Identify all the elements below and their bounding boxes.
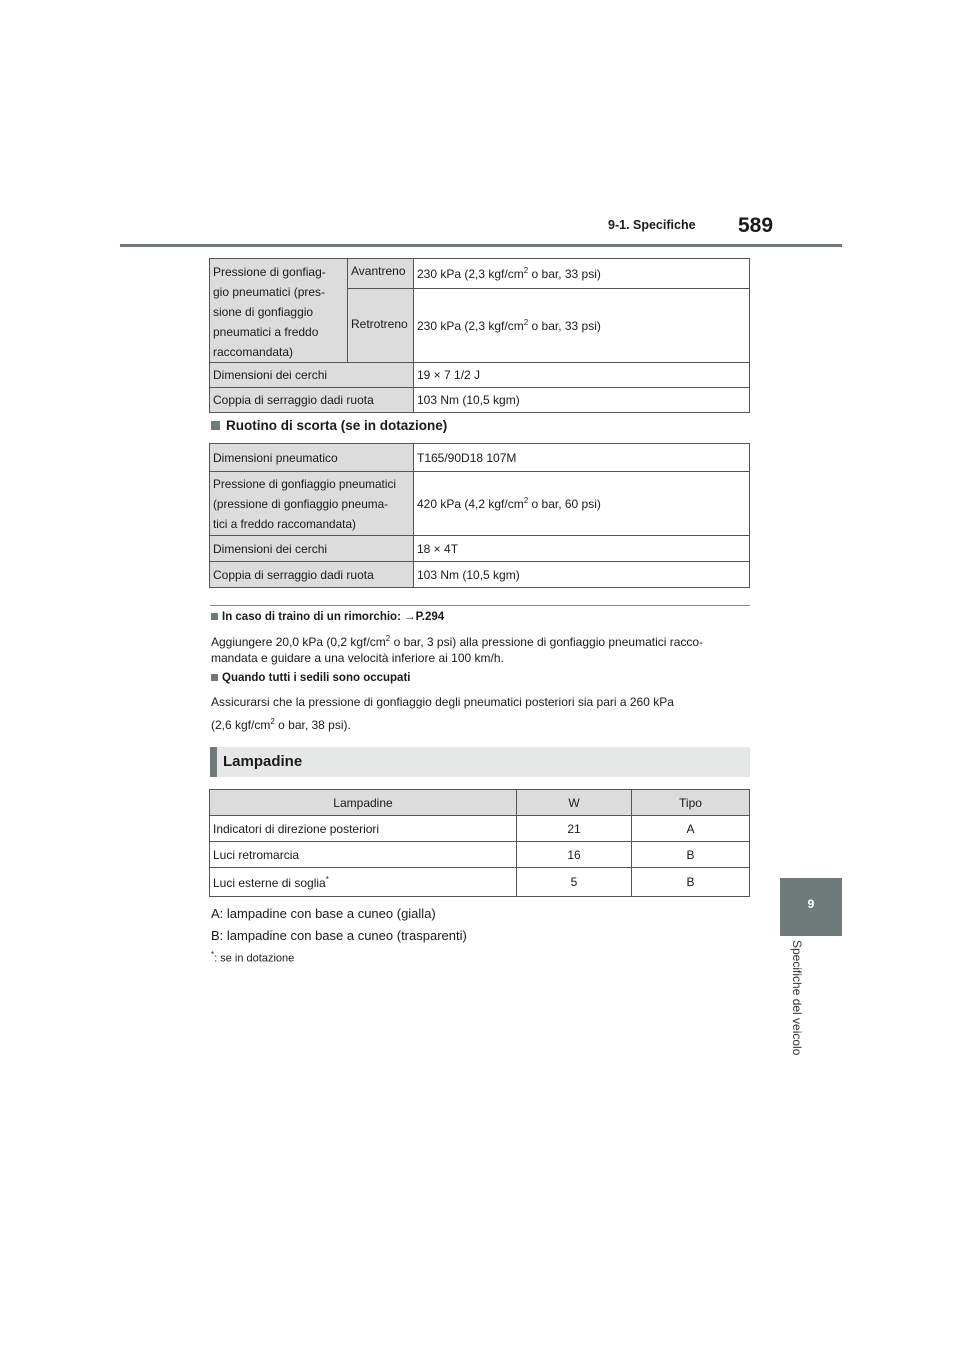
bulbs-table [209,789,750,897]
tire-spec-table [209,258,750,413]
pressure-label-line: Pressione di gonfiag- [213,265,326,279]
bulb-watt: 5 [517,868,632,897]
pressure-label-line: sione di gonfiaggio [213,305,314,319]
front-value-text: 230 kPa (2,3 kgf/cm [417,266,524,281]
seats-note-line2 [211,712,751,735]
spare-torque-label: Coppia di serraggio dadi ruota [210,562,414,588]
chapter-number: 9 [807,897,815,911]
superscript-2: 2 [523,265,529,275]
square-bullet-icon [211,613,218,620]
seats-note-heading [211,672,410,684]
bulb-name: Indicatori di direzione posteriori [210,816,517,842]
rear-label: Retrotreno [348,288,414,362]
trailer-note-line1a: Aggiungere 20,0 kPa (0,2 kgf/cm [211,635,386,649]
bulb-type: A [632,816,750,842]
front-value-unit: o bar, 33 psi) [528,266,601,281]
seats-note-line2b: o bar, 38 psi). [274,718,351,732]
front-value [414,259,750,289]
table-row [210,816,750,842]
table-row [210,842,750,868]
bulb-name: Luci retromarcia [210,842,517,868]
spare-rim-label: Dimensioni dei cerchi [210,536,414,562]
spare-pressure-value-text: 420 kPa (4,2 kgf/cm [417,497,524,511]
col-header-bulbs: Lampadine [210,790,517,816]
col-header-w: W [517,790,632,816]
legend-b: B: lampadine con base a cuneo (trasparenti) [211,928,467,943]
trailer-note-line2: mandata e guidare a una velocità inferiore ai 100 km/h. [211,651,504,665]
trailer-note-line1b: o bar, 3 psi) alla pressione di gonfiaggio pneumatici racco- [390,635,704,649]
spare-heading [211,418,447,433]
bulb-watt: 16 [517,842,632,868]
spare-pressure-value [414,472,750,536]
asterisk: * [325,874,329,884]
spare-pressure-label-line: (pressione di gonfiaggio pneuma- [213,496,389,511]
pressure-label-line: raccomandata) [213,345,294,359]
col-header-type: Tipo [632,790,750,816]
seats-note-line2a: (2,6 kgf/cm [211,718,271,732]
square-bullet-icon [211,674,218,681]
spare-rim-value: 18 × 4T [414,536,750,562]
pressure-label-cell [210,259,348,363]
trailer-note-heading-text: In caso di traino di un rimorchio: →P.294 [222,611,445,623]
bulb-type: B [632,868,750,897]
trailer-note-text [211,631,751,666]
superscript-2: 2 [270,717,275,726]
footnote-text: : se in dotazione [214,952,295,965]
bulb-watt: 21 [517,816,632,842]
spare-pressure-label [210,472,414,536]
superscript-2: 2 [523,317,529,327]
bulb-name: Luci esterne di soglia [213,875,326,890]
section-title: 9-1. Specifiche [608,218,696,232]
pressure-label-line: pneumatici a freddo [213,325,319,339]
section-band-bar [210,747,217,777]
rear-value [414,288,750,362]
bulb-name-cell [210,868,517,897]
trailer-note-line [211,631,751,650]
footnote-mark: * [211,950,215,959]
superscript-2: 2 [385,634,391,643]
rim-value: 19 × 7 1/2 J [414,363,750,388]
table-row [210,868,750,897]
header-rule [120,244,842,247]
rear-value-text: 230 kPa (2,3 kgf/cm [417,318,524,333]
torque-label: Coppia di serraggio dadi ruota [210,388,414,413]
spare-size-value: T165/90D18 107M [414,444,750,472]
spare-pressure-label-line: tici a freddo raccomandata) [213,516,356,531]
footnote [211,950,294,965]
bulbs-title: Lampadine [223,753,303,770]
legend-a: A: lampadine con base a cuneo (gialla) [211,906,436,921]
divider [210,605,750,606]
trailer-note-heading [211,611,444,623]
spare-pressure-label-line: Pressione di gonfiaggio pneumatici [213,476,396,491]
spare-heading-text: Ruotino di scorta (se in dotazione) [226,418,448,433]
pressure-label-line: gio pneumatici (pres- [213,285,326,299]
seats-note-text [211,692,751,735]
page-number: 589 [738,214,774,237]
superscript-2: 2 [523,496,529,505]
bulb-type: B [632,842,750,868]
spare-spec-table [209,443,750,588]
torque-value: 103 Nm (10,5 kgm) [414,388,750,413]
rear-value-unit: o bar, 33 psi) [528,318,601,333]
chapter-label: Specifiche del veicolo [790,940,804,1056]
spare-torque-value: 103 Nm (10,5 kgm) [414,562,750,588]
seats-note-line1: Assicurarsi che la pressione di gonfiaggio degli pneumatici posteriori sia pari a 260 kPa [211,695,674,709]
front-label: Avantreno [348,259,414,289]
rim-label: Dimensioni dei cerchi [210,363,414,388]
spare-size-label: Dimensioni pneumatico [210,444,414,472]
square-bullet-icon [211,421,220,430]
spare-pressure-value-unit: o bar, 60 psi) [528,497,601,511]
seats-note-heading-text: Quando tutti i sedili sono occupati [222,672,411,684]
